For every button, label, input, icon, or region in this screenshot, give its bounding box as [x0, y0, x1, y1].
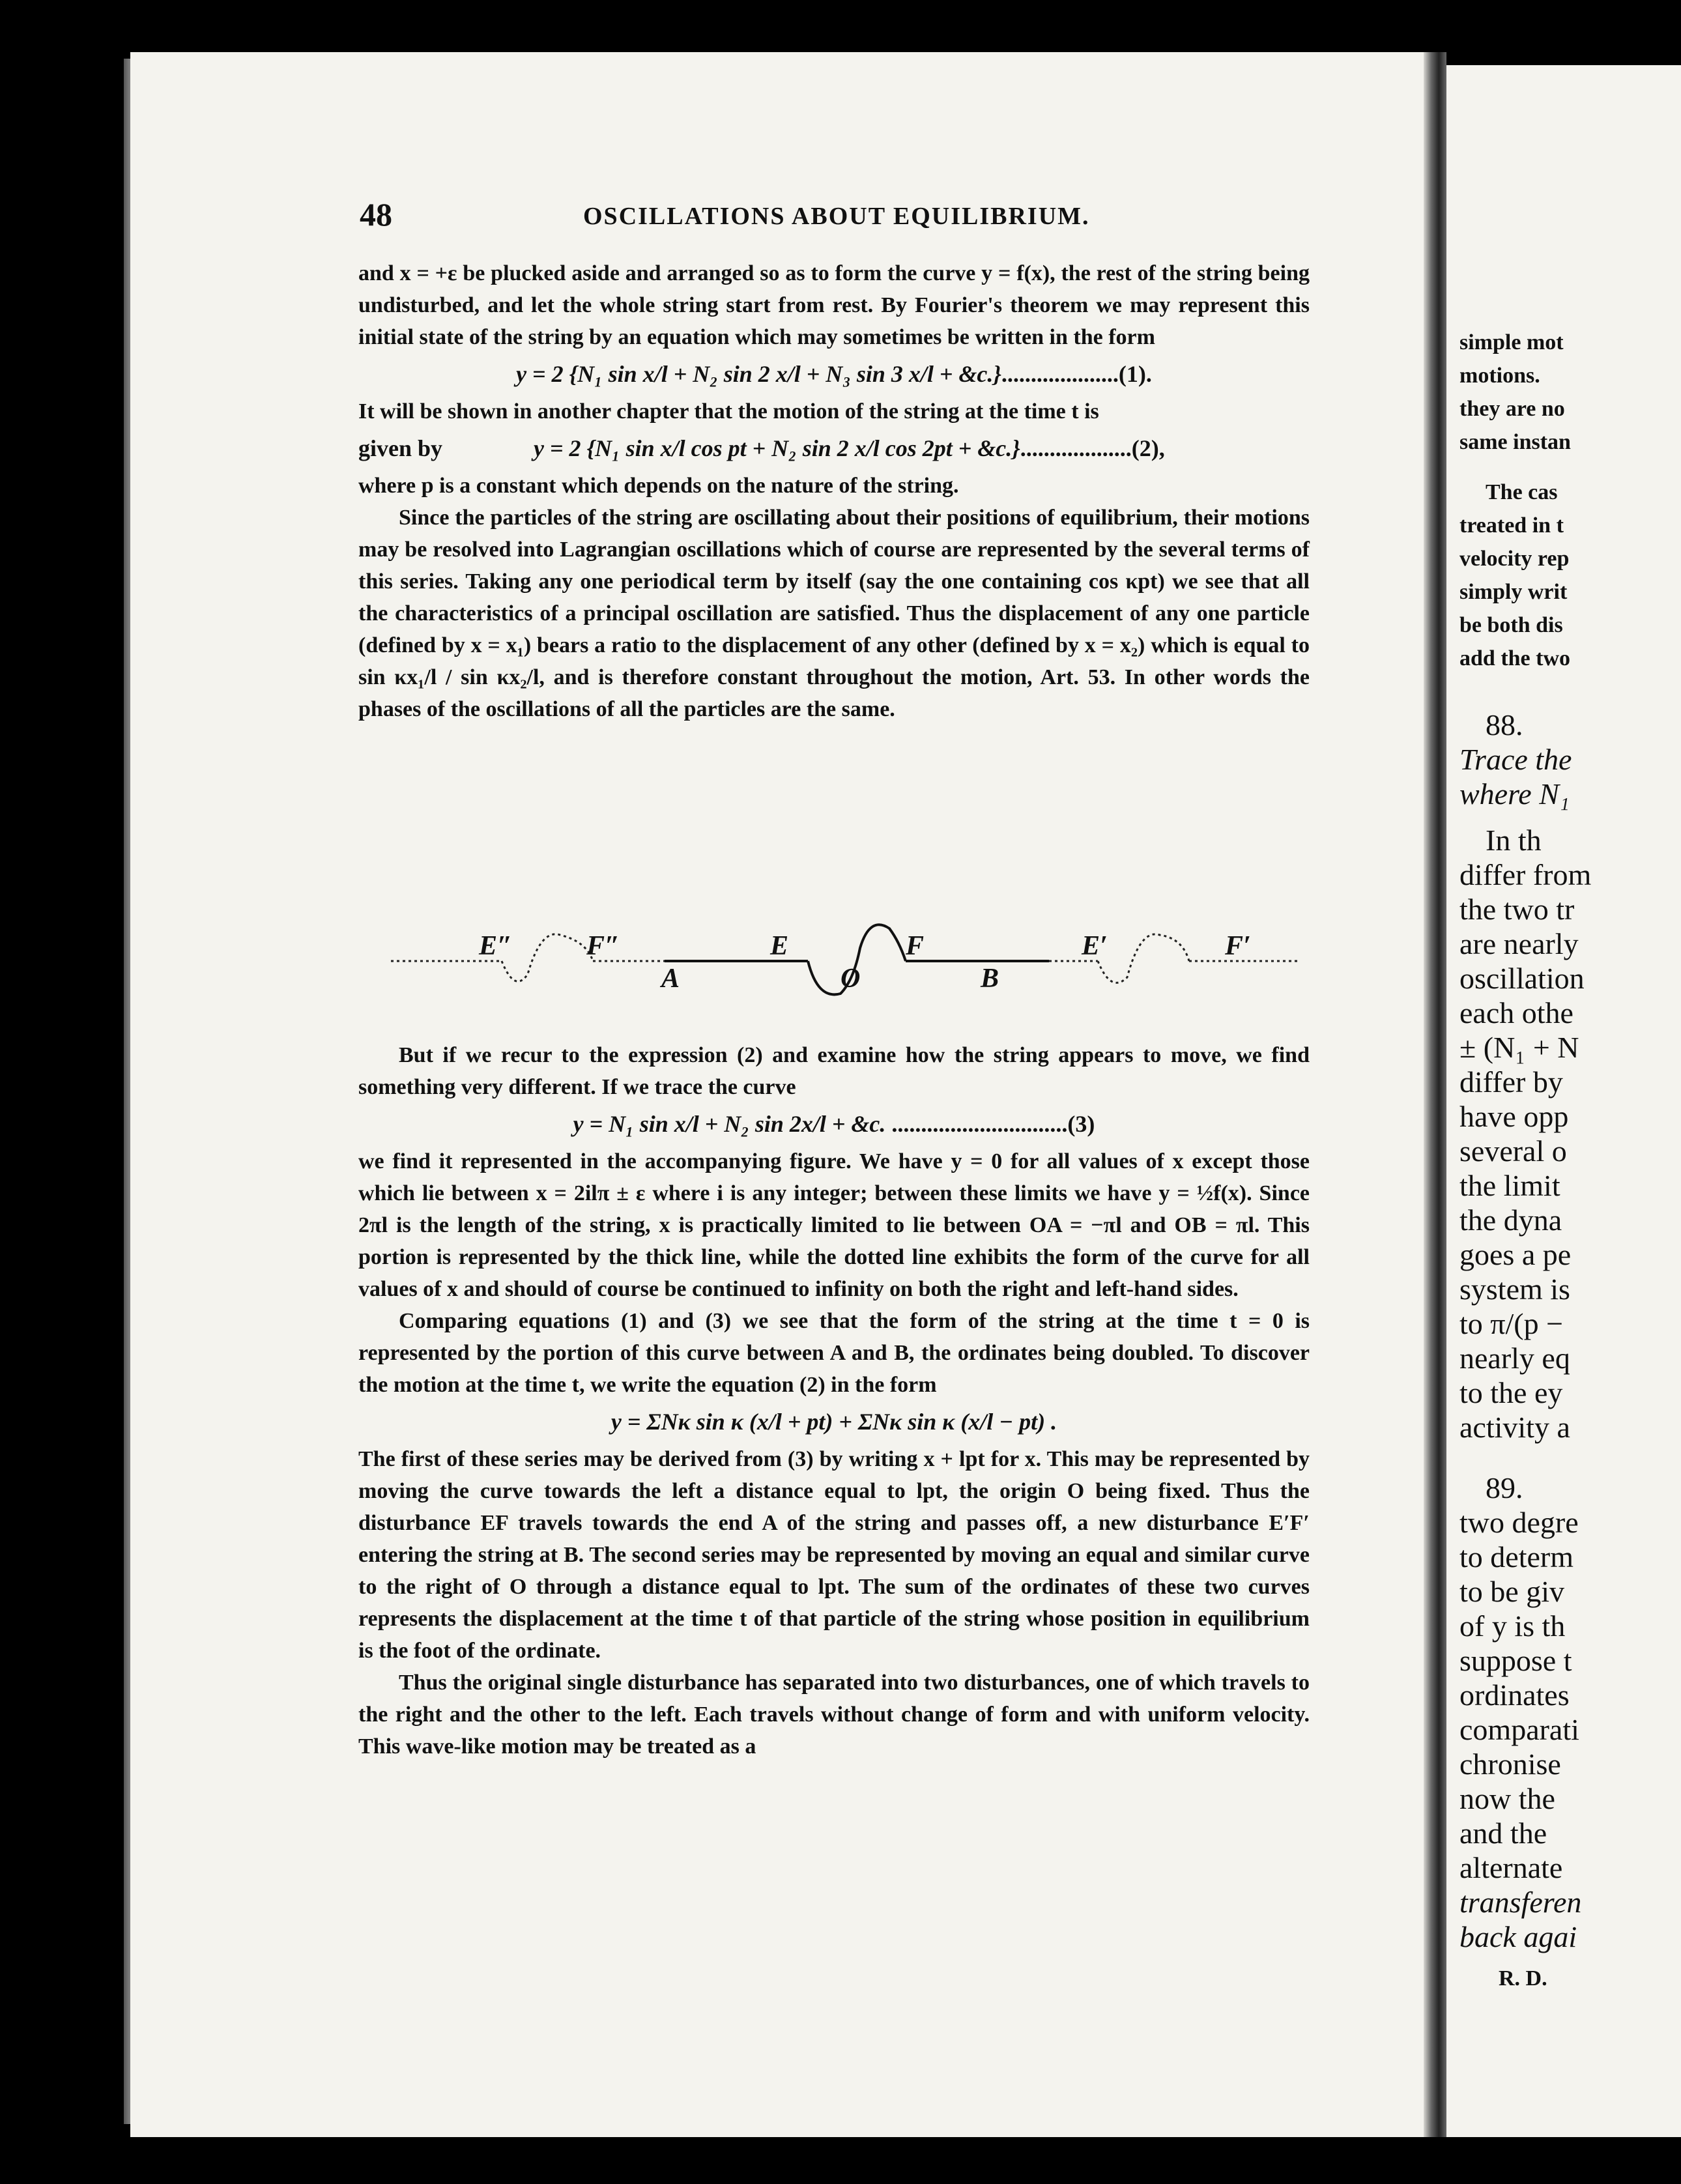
rp-line: two degre	[1459, 1506, 1579, 1539]
right-page-footer: R. D.	[1499, 1966, 1547, 1990]
figure-label-f2: F″	[586, 931, 620, 961]
paragraph-3: where p is a constant which depends on the nature of the string.	[358, 474, 959, 498]
rp-line: velocity rep	[1459, 547, 1570, 571]
equation-2-lead: given by	[358, 435, 443, 461]
equation-1	[358, 358, 1310, 390]
rp-line: comparati	[1459, 1713, 1579, 1746]
main-text-bottom	[358, 1039, 1310, 1762]
rp-line: the dyna	[1459, 1203, 1562, 1237]
equation-3-body: y = N₁ sin x/l + N₂ sin 2x/l + &c.	[573, 1111, 886, 1137]
rp-line: chronise	[1459, 1747, 1561, 1781]
book-gutter	[1424, 52, 1446, 2137]
rp-line: be both dis	[1459, 613, 1563, 637]
rp-line: where N₁	[1459, 777, 1570, 811]
paragraph-7: Comparing equations (1) and (3) we see that the form of the string at the time t = 0 is represented by the portion of this curve between A and B, the ordinates being doubled. To discover the motion at the time t, we write the equation (2) in the form	[358, 1309, 1310, 1397]
rp-line: suppose t	[1459, 1644, 1572, 1677]
rp-line: In th	[1486, 824, 1542, 857]
figure-label-a: A	[661, 964, 680, 994]
rp-line: oscillation	[1459, 962, 1585, 995]
rp-line: system is	[1459, 1272, 1570, 1306]
equation-4: y = ΣNκ sin κ (x/l + pt) + ΣNκ sin κ (x/l − pt) .	[611, 1409, 1057, 1435]
rp-line: the two tr	[1459, 893, 1575, 926]
rp-line: to the ey	[1459, 1376, 1563, 1409]
rp-line: back agai	[1459, 1920, 1577, 1953]
rp-line: alternate	[1459, 1851, 1563, 1884]
rp-line: simply writ	[1459, 580, 1568, 604]
equation-2	[358, 433, 1310, 465]
figure-label-e2: E″	[479, 931, 513, 961]
section-88-number: 88.	[1486, 708, 1523, 741]
paragraph-5: But if we recur to the expression (2) and examine how the string appears to move, we find something very different. If we trace the curve	[358, 1043, 1310, 1099]
rp-line: differ from	[1459, 858, 1592, 891]
figure-label-f: F	[906, 931, 925, 961]
main-text-top	[358, 257, 1310, 725]
rp-line: same instan	[1459, 430, 1571, 454]
rp-line: ordinates	[1459, 1678, 1570, 1712]
wave-figure	[391, 909, 1303, 1013]
rp-line: each othe	[1459, 996, 1573, 1029]
figure-label-f1: F′	[1225, 931, 1251, 961]
paragraph-4: Since the particles of the string are oscillating about their positions of equilibrium, their motions may be resolved into Lagrangian oscillations which of course are represented by the several terms of this series. Taking any one periodical term by itself (say the one containing cos κpt) we see that all the characteristics of a principal oscillation are satisfied. Thus the displacement of any one particle (defined by x = x₁) bears a ratio to the displacement of any other (defined by x = x₂) which is equal to sin κx₁/l / sin κx₂/l, and is therefore constant throughout the motion, Art. 53. In other words the phases of the oscillations of all the particles are the same.	[358, 506, 1310, 721]
paragraph-1: and x = +ε be plucked aside and arranged so as to form the curve y = f(x), the rest of the string being undisturbed, and let the whole string start from rest. By Fourier's theorem we may represent this initial state of the string by an equation which may sometimes be written in the form	[358, 261, 1310, 349]
rp-line: of y is th	[1459, 1609, 1566, 1643]
figure-dotted-wave-left	[502, 934, 593, 982]
figure-label-e1: E′	[1082, 931, 1108, 961]
rp-line: transferen	[1459, 1886, 1582, 1919]
rp-line: are nearly	[1459, 927, 1579, 960]
rp-line: have opp	[1459, 1100, 1569, 1133]
equation-2-body: y = 2 {N₁ sin x/l cos pt + N₂ sin 2 x/l cos 2pt + &c.}	[534, 435, 1020, 461]
equation-1-body: y = 2 {N₁ sin x/l + N₂ sin 2 x/l + N₃ sin 3 x/l + &c.}	[516, 361, 1001, 387]
rp-line: treated in t	[1459, 513, 1564, 538]
equation-1-tag: ....................(1).	[1001, 361, 1152, 387]
rp-line: they are no	[1459, 397, 1565, 421]
running-head: OSCILLATIONS ABOUT EQUILIBRIUM.	[583, 203, 1090, 230]
rp-line: now the	[1459, 1782, 1555, 1815]
rp-line: The cas	[1486, 480, 1558, 504]
right-page-text	[1459, 261, 1681, 1995]
page-number: 48	[360, 196, 392, 233]
paragraph-2: It will be shown in another chapter that the motion of the string at the time t is	[358, 399, 1099, 424]
right-page	[1446, 65, 1681, 2137]
equation-2-tag: ...................(2),	[1020, 435, 1165, 461]
rp-line: goes a pe	[1459, 1238, 1572, 1271]
rp-line: simple mot	[1459, 330, 1564, 354]
rp-line: differ by	[1459, 1065, 1563, 1099]
rp-line: nearly eq	[1459, 1342, 1570, 1375]
equation-3-tag: ..............................(3)	[891, 1111, 1095, 1137]
figure-dotted-wave-right	[1098, 934, 1189, 983]
rp-line: add the two	[1459, 646, 1571, 670]
rp-line: activity a	[1459, 1411, 1570, 1444]
rp-line: and the	[1459, 1817, 1547, 1850]
paragraph-9: Thus the original single disturbance has separated into two disturbances, one of which travels to the right and the other to the left. Each travels without change of form and with uniform velocity. This wave-like motion may be treated as a	[358, 1671, 1310, 1759]
rp-line: to be giv	[1459, 1575, 1564, 1608]
paragraph-6: we find it represented in the accompanying figure. We have y = 0 for all values of x except those which lie between x = 2ilπ ± ε where i is any integer; between these limits we have y = ½f(x). Since 2πl is the length of the string, x is practically limited to lie between OA = −πl and OB = πl. This portion is represented by the thick line, while the dotted line exhibits the form of the curve for all values of x and should of course be continued to infinity on both the right and left-hand sides.	[358, 1149, 1310, 1301]
paragraph-8: The first of these series may be derived from (3) by writing x + lpt for x. This may be represented by moving the curve towards the left a distance equal to lpt, the origin O being fixed. Thus the disturbance EF travels towards the end A of the string and passes off, a new disturbance E′F′ entering the string at B. The second series may be represented by moving an equal and similar curve to the right of O through a distance equal to lpt. The sum of the ordinates of these two curves represents the displacement at the time t of that particle of the string whose position in equilibrium is the foot of the ordinate.	[358, 1447, 1310, 1663]
rp-line: ± (N₁ + N	[1459, 1031, 1579, 1064]
rp-line: to determ	[1459, 1540, 1573, 1573]
rp-line: Trace the	[1459, 743, 1572, 776]
figure-label-o: O	[840, 964, 861, 994]
figure-label-e: E	[770, 931, 789, 961]
section-89-number: 89.	[1486, 1471, 1523, 1504]
rp-line: several o	[1459, 1134, 1567, 1168]
rp-line: to π/(p −	[1459, 1307, 1564, 1340]
rp-line: motions.	[1459, 364, 1540, 388]
equation-3	[358, 1108, 1310, 1140]
rp-line: the limit	[1459, 1169, 1560, 1202]
figure-label-b: B	[981, 964, 999, 994]
